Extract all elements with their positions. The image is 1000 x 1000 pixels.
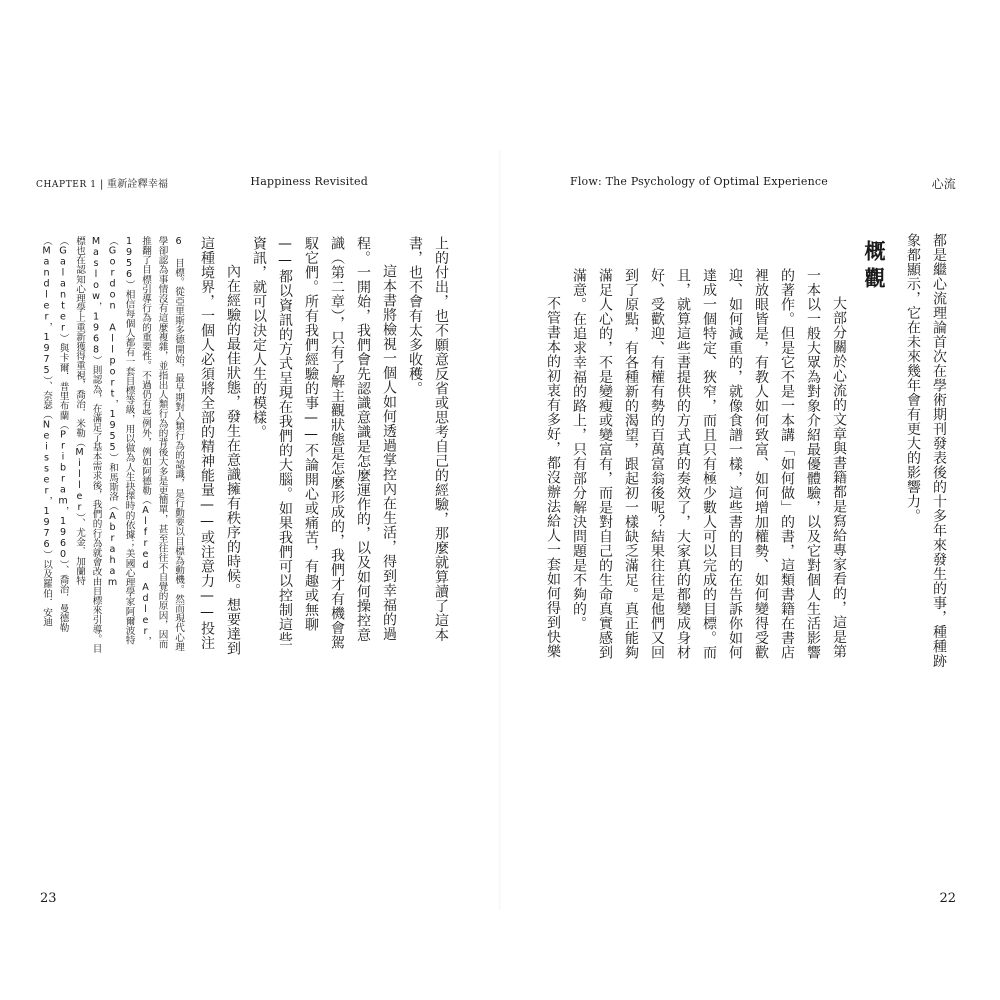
footnote bbox=[36, 236, 186, 656]
right-paragraph-1: 大部分關於心流的文章與書籍都是寫給專家看的，這是第一本以一般大眾為對象介紹最優體驗，以及它對個人生活影響的著作。但是它不是一本講「如何做」的書，這類書籍在書店裡放眼皆是，有教人如何致富、如何增加權勢、如何變得受歡迎、如何減重的，就像食譜一樣，這些書的目的在告訴你如何達成一個特定、狹窄，而且只有極少數人可以完成的目標。而且，就算這些書提供的方式真的奏效了，大家真的都變成身材好、受歡迎、有權有勢的百萬富翁後呢？結果往往是他們又回到了原點，有各種新的渴望，跟起初一樣缺乏滿足。真正能夠滿足人心的，不是變瘦或變富有，而是對自己的生命真實感到滿意。在追求幸福的路上，只有部分解決問題是不夠的。 bbox=[571, 268, 847, 660]
chapter-title-zh: 重新詮釋幸福 bbox=[107, 179, 169, 190]
left-paragraph-1: 上的付出，也不願意反省或思考自己的經驗，那麼就算讀了這本書，也不會有太多收穫。 bbox=[407, 236, 449, 642]
right-continued-text bbox=[896, 233, 952, 673]
left-paragraph-2: 這本書將檢視一個人如何透過掌控內在生活，得到幸福的過程。一開始，我們會先認識意識是怎麼運作的，以及如何操控意識（第二章），只有了解主觀狀態是怎麼形成的，我們才有機會駕馭它們。所有我們經驗的事——不論開心或痛苦，有趣或無聊——都以資訊的方式呈現在我們的大腦。如果我們可以控制這些資訊，就可以決定人生的模樣。 bbox=[251, 236, 397, 650]
right-page-number: 22 bbox=[939, 891, 956, 906]
right-running-title-zh: 心流 bbox=[931, 177, 956, 191]
chapter-label: CHAPTER 1 bbox=[36, 180, 97, 190]
left-body-text bbox=[192, 236, 454, 656]
section-heading: 概觀 bbox=[862, 240, 886, 294]
right-body-text bbox=[540, 268, 852, 668]
left-running-head bbox=[36, 175, 168, 190]
footnote-text: 6 目標。從亞里斯多德開始，最早期對人類行為的認識，是行動要以目標為動機。然而現代心理學卻認為事情沒有這麼複雜，並指出人類行為的背後大多是更簡單，甚至往往不自覺的原因，因而推翻了目標引導行為的重要性。不過仍有些例外，例如阿德勒（Alfred Adler，1956）相信每個人都有一套目標等級，用以做為人生抉擇時的依據；美國心理學家阿爾波特（Gordon Allport，1955）和馬斯洛（Abraham Maslow，1968）則認為，在滿足了基本需求後，我們的行為就會改由目標來引導。目標也在認知心理學上重新獲得重視，喬治．米勒（Miller）、尤金．加蘭特（Galanter）與卡爾．普里布蘭（Pribram，1960）、喬治．曼德勒（Mandler，1975）、奈瑟（Neisser，1976）以及羅伯．安迪 bbox=[41, 236, 184, 654]
right-top-paragraph: 都是繼心流理論首次在學術期刊發表後的十多年來發生的事，種種跡象都顯示，它在未來幾年會有更大的影響力。 bbox=[905, 233, 947, 668]
header-separator: | bbox=[100, 179, 104, 190]
left-running-title-en: Happiness Revisited bbox=[250, 175, 368, 188]
right-paragraph-2: 不管書本的初衷有多好，都沒辦法給人一套如何得到快樂 bbox=[545, 296, 561, 659]
right-page bbox=[500, 0, 1000, 1000]
left-paragraph-3: 內在經驗的最佳狀態，發生在意識擁有秩序的時候。想要達到這種境界，一個人必須將全部的精神能量——或注意力——投注 bbox=[199, 236, 241, 656]
left-page-number: 23 bbox=[40, 891, 57, 906]
right-running-title-en: Flow: The Psychology of Optimal Experience bbox=[570, 175, 828, 188]
